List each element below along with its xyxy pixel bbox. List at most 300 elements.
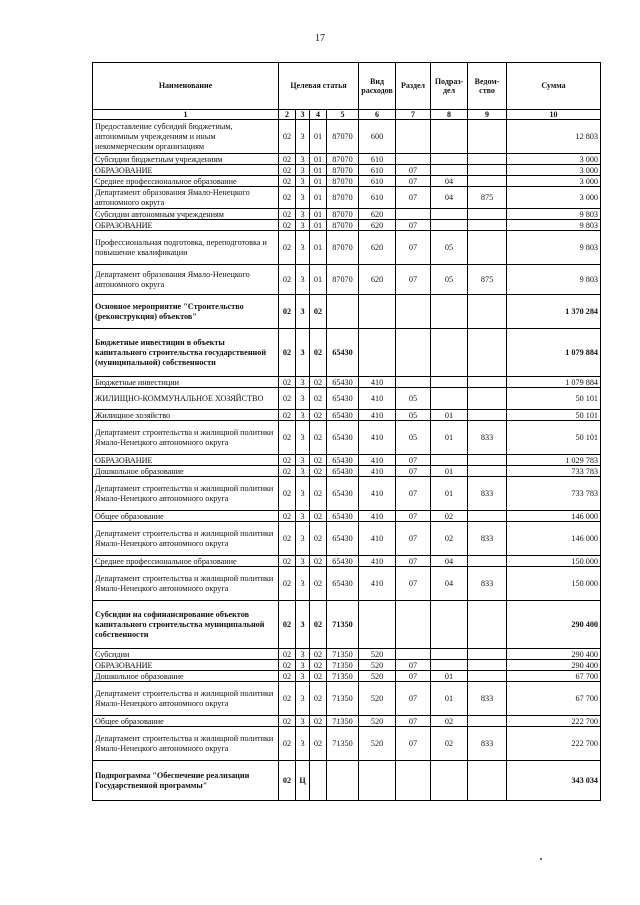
- cell-subsection: [431, 209, 468, 220]
- cell-sum: 146 000: [507, 511, 601, 522]
- cell-name: Бюджетные инвестиции в объекты капитального строительства государственной (муниципальной) собственности: [93, 329, 279, 377]
- cell-section: 07: [396, 477, 431, 511]
- cell-program: 02: [279, 567, 296, 601]
- table-row: [93, 556, 601, 567]
- cell-name: Субсидии: [93, 649, 279, 660]
- cell-name: Департамент образования Ямало-Ненецкого автономного округа: [93, 265, 279, 295]
- cell-event: 02: [310, 682, 327, 716]
- page-mark: [540, 858, 542, 860]
- cell-subsection: [431, 601, 468, 649]
- cell-event: 02: [310, 567, 327, 601]
- cell-sum: 9 803: [507, 231, 601, 265]
- cell-program: 02: [279, 220, 296, 231]
- cell-subsection: 01: [431, 671, 468, 682]
- cell-expense-type: 520: [359, 660, 396, 671]
- column-number: 6: [359, 110, 396, 120]
- cell-sum: 1 029 783: [507, 455, 601, 466]
- cell-direction: 87070: [327, 154, 359, 165]
- cell-expense-type: 410: [359, 377, 396, 388]
- cell-section: 05: [396, 388, 431, 410]
- cell-program: 02: [279, 511, 296, 522]
- cell-expense-type: 410: [359, 421, 396, 455]
- cell-program: 02: [279, 165, 296, 176]
- cell-department: 833: [468, 682, 507, 716]
- cell-expense-type: 410: [359, 455, 396, 466]
- cell-expense-type: 520: [359, 716, 396, 727]
- cell-sum: 9 803: [507, 265, 601, 295]
- cell-subsection: [431, 388, 468, 410]
- cell-department: 875: [468, 265, 507, 295]
- cell-section: 07: [396, 511, 431, 522]
- cell-subprogram: 3: [296, 716, 310, 727]
- cell-department: [468, 120, 507, 154]
- cell-event: 02: [310, 660, 327, 671]
- column-number: 1: [93, 110, 279, 120]
- table-row: [93, 567, 601, 601]
- cell-sum: 146 000: [507, 522, 601, 556]
- cell-subprogram: 3: [296, 421, 310, 455]
- cell-event: 02: [310, 649, 327, 660]
- table-row: [93, 660, 601, 671]
- cell-department: [468, 601, 507, 649]
- cell-department: [468, 455, 507, 466]
- cell-name: Дошкольное образование: [93, 466, 279, 477]
- cell-direction: 65430: [327, 522, 359, 556]
- cell-event: 02: [310, 601, 327, 649]
- cell-sum: 50 101: [507, 421, 601, 455]
- cell-section: [396, 154, 431, 165]
- cell-section: 07: [396, 671, 431, 682]
- cell-subsection: [431, 295, 468, 329]
- cell-sum: 733 783: [507, 477, 601, 511]
- cell-section: [396, 120, 431, 154]
- cell-subprogram: Ц: [296, 761, 310, 801]
- cell-section: [396, 377, 431, 388]
- column-number-row: [93, 110, 601, 120]
- table-row: [93, 209, 601, 220]
- cell-program: 02: [279, 187, 296, 209]
- cell-sum: 733 783: [507, 466, 601, 477]
- cell-department: 833: [468, 567, 507, 601]
- cell-name: ЖИЛИЩНО-КОММУНАЛЬНОЕ ХОЗЯЙСТВО: [93, 388, 279, 410]
- cell-direction: 65430: [327, 466, 359, 477]
- table-row: [93, 329, 601, 377]
- cell-department: 833: [468, 421, 507, 455]
- cell-sum: 50 101: [507, 388, 601, 410]
- cell-subprogram: 3: [296, 567, 310, 601]
- cell-subsection: 01: [431, 477, 468, 511]
- cell-department: [468, 220, 507, 231]
- cell-section: [396, 601, 431, 649]
- table-row: [93, 176, 601, 187]
- cell-direction: 87070: [327, 165, 359, 176]
- cell-program: 02: [279, 682, 296, 716]
- cell-direction: 65430: [327, 377, 359, 388]
- cell-direction: 87070: [327, 176, 359, 187]
- cell-event: 01: [310, 220, 327, 231]
- cell-expense-type: 520: [359, 671, 396, 682]
- cell-expense-type: [359, 295, 396, 329]
- column-number: 9: [468, 110, 507, 120]
- cell-name: Профессиональная подготовка, переподготовка и повышение квалификации: [93, 231, 279, 265]
- cell-expense-type: 410: [359, 511, 396, 522]
- table-row: [93, 187, 601, 209]
- cell-section: 07: [396, 682, 431, 716]
- cell-expense-type: [359, 601, 396, 649]
- cell-direction: 65430: [327, 421, 359, 455]
- cell-program: 02: [279, 477, 296, 511]
- cell-event: 01: [310, 265, 327, 295]
- table-row: [93, 522, 601, 556]
- table-row: [93, 671, 601, 682]
- cell-direction: 65430: [327, 511, 359, 522]
- cell-subsection: [431, 649, 468, 660]
- cell-program: 02: [279, 295, 296, 329]
- cell-subsection: [431, 761, 468, 801]
- cell-sum: 50 101: [507, 410, 601, 421]
- cell-expense-type: 610: [359, 165, 396, 176]
- cell-direction: 65430: [327, 477, 359, 511]
- cell-section: 05: [396, 421, 431, 455]
- cell-subsection: [431, 154, 468, 165]
- cell-direction: 71350: [327, 727, 359, 761]
- cell-name: Общее образование: [93, 511, 279, 522]
- cell-subprogram: 3: [296, 477, 310, 511]
- header-name: Наименование: [93, 63, 279, 110]
- cell-event: 02: [310, 377, 327, 388]
- cell-event: 02: [310, 522, 327, 556]
- cell-sum: 150 000: [507, 556, 601, 567]
- cell-name: Дошкольное образование: [93, 671, 279, 682]
- cell-sum: 1 370 284: [507, 295, 601, 329]
- cell-name: Департамент строительства и жилищной политики Ямало-Ненецкого автономного округа: [93, 727, 279, 761]
- cell-expense-type: 610: [359, 154, 396, 165]
- cell-name: Департамент строительства и жилищной политики Ямало-Ненецкого автономного округа: [93, 682, 279, 716]
- cell-program: 02: [279, 421, 296, 455]
- cell-department: [468, 466, 507, 477]
- cell-name: Среднее профессиональное образование: [93, 556, 279, 567]
- cell-subprogram: 3: [296, 220, 310, 231]
- table-row: [93, 682, 601, 716]
- cell-section: 07: [396, 187, 431, 209]
- cell-name: Субсидии автономным учреждениям: [93, 209, 279, 220]
- cell-sum: 67 700: [507, 671, 601, 682]
- cell-program: 02: [279, 410, 296, 421]
- cell-name: Субсидии на софинансирование объектов капитального строительства муниципальной собственности: [93, 601, 279, 649]
- cell-program: 02: [279, 649, 296, 660]
- cell-subsection: 01: [431, 410, 468, 421]
- table-row: [93, 477, 601, 511]
- table-row: [93, 466, 601, 477]
- cell-program: 02: [279, 120, 296, 154]
- cell-name: Жилищное хозяйство: [93, 410, 279, 421]
- cell-name: Субсидии бюджетным учреждениям: [93, 154, 279, 165]
- cell-department: [468, 154, 507, 165]
- cell-subprogram: 3: [296, 329, 310, 377]
- cell-subsection: [431, 220, 468, 231]
- cell-sum: 3 000: [507, 187, 601, 209]
- header-sum: Сумма: [507, 63, 601, 110]
- cell-department: [468, 209, 507, 220]
- cell-subprogram: 3: [296, 522, 310, 556]
- cell-section: 07: [396, 455, 431, 466]
- cell-subsection: 04: [431, 556, 468, 567]
- cell-program: 02: [279, 209, 296, 220]
- cell-section: [396, 649, 431, 660]
- cell-sum: 290 400: [507, 649, 601, 660]
- column-number: 4: [310, 110, 327, 120]
- cell-name: ОБРАЗОВАНИЕ: [93, 455, 279, 466]
- cell-expense-type: 410: [359, 522, 396, 556]
- cell-department: [468, 556, 507, 567]
- cell-expense-type: 410: [359, 388, 396, 410]
- cell-subprogram: 3: [296, 187, 310, 209]
- cell-section: [396, 329, 431, 377]
- header-target-article: Целевая статья: [279, 63, 359, 110]
- cell-name: ОБРАЗОВАНИЕ: [93, 220, 279, 231]
- cell-section: 05: [396, 410, 431, 421]
- cell-event: 01: [310, 209, 327, 220]
- cell-subsection: [431, 120, 468, 154]
- table-row: [93, 388, 601, 410]
- cell-program: 02: [279, 377, 296, 388]
- table-row: [93, 265, 601, 295]
- cell-event: 01: [310, 187, 327, 209]
- cell-department: [468, 377, 507, 388]
- cell-direction: 65430: [327, 410, 359, 421]
- cell-event: 02: [310, 556, 327, 567]
- cell-event: 01: [310, 120, 327, 154]
- budget-table: [92, 62, 601, 801]
- table-header-row: [93, 63, 601, 110]
- cell-program: 02: [279, 660, 296, 671]
- cell-subprogram: 3: [296, 410, 310, 421]
- cell-subsection: 02: [431, 511, 468, 522]
- cell-subsection: 02: [431, 716, 468, 727]
- cell-section: 07: [396, 220, 431, 231]
- cell-department: [468, 176, 507, 187]
- cell-department: [468, 295, 507, 329]
- cell-subsection: [431, 165, 468, 176]
- cell-department: [468, 388, 507, 410]
- cell-subsection: [431, 377, 468, 388]
- table-row: [93, 649, 601, 660]
- cell-subprogram: 3: [296, 727, 310, 761]
- cell-subsection: 01: [431, 421, 468, 455]
- cell-subprogram: 3: [296, 154, 310, 165]
- table-row: [93, 727, 601, 761]
- cell-sum: 222 700: [507, 716, 601, 727]
- cell-direction: 65430: [327, 567, 359, 601]
- cell-section: 07: [396, 522, 431, 556]
- cell-event: 02: [310, 388, 327, 410]
- cell-subprogram: 3: [296, 388, 310, 410]
- cell-department: [468, 716, 507, 727]
- cell-department: [468, 671, 507, 682]
- cell-program: 02: [279, 388, 296, 410]
- header-subsection: Подраз-дел: [431, 63, 468, 110]
- cell-program: 02: [279, 522, 296, 556]
- cell-subsection: 04: [431, 176, 468, 187]
- cell-event: 02: [310, 671, 327, 682]
- cell-sum: 150 000: [507, 567, 601, 601]
- cell-subprogram: 3: [296, 165, 310, 176]
- cell-event: 02: [310, 455, 327, 466]
- cell-direction: 87070: [327, 231, 359, 265]
- cell-sum: 9 803: [507, 209, 601, 220]
- cell-section: [396, 761, 431, 801]
- table-row: [93, 761, 601, 801]
- cell-name: ОБРАЗОВАНИЕ: [93, 660, 279, 671]
- cell-program: 02: [279, 265, 296, 295]
- cell-name: Департамент строительства и жилищной политики Ямало-Ненецкого автономного округа: [93, 421, 279, 455]
- cell-program: 02: [279, 466, 296, 477]
- cell-expense-type: 610: [359, 176, 396, 187]
- cell-section: 07: [396, 265, 431, 295]
- cell-program: 02: [279, 671, 296, 682]
- cell-program: 02: [279, 329, 296, 377]
- cell-direction: 65430: [327, 329, 359, 377]
- cell-expense-type: 410: [359, 410, 396, 421]
- cell-event: 01: [310, 165, 327, 176]
- cell-event: 02: [310, 410, 327, 421]
- table-row: [93, 455, 601, 466]
- table-row: [93, 165, 601, 176]
- cell-sum: 1 079 884: [507, 377, 601, 388]
- column-number: 3: [296, 110, 310, 120]
- table-row: [93, 421, 601, 455]
- cell-department: 875: [468, 187, 507, 209]
- cell-sum: 3 000: [507, 165, 601, 176]
- cell-subprogram: 3: [296, 601, 310, 649]
- table-row: [93, 601, 601, 649]
- cell-event: [310, 761, 327, 801]
- cell-subsection: 01: [431, 682, 468, 716]
- cell-direction: 87070: [327, 220, 359, 231]
- cell-subprogram: 3: [296, 671, 310, 682]
- cell-program: 02: [279, 716, 296, 727]
- cell-event: 02: [310, 716, 327, 727]
- cell-section: 07: [396, 727, 431, 761]
- table-row: [93, 410, 601, 421]
- column-number: 10: [507, 110, 601, 120]
- cell-department: [468, 660, 507, 671]
- cell-subsection: 04: [431, 567, 468, 601]
- cell-name: Общее образование: [93, 716, 279, 727]
- cell-sum: 290 400: [507, 660, 601, 671]
- cell-expense-type: [359, 761, 396, 801]
- cell-section: 07: [396, 466, 431, 477]
- cell-direction: 71350: [327, 682, 359, 716]
- cell-expense-type: 410: [359, 477, 396, 511]
- cell-sum: 343 034: [507, 761, 601, 801]
- cell-subprogram: 3: [296, 466, 310, 477]
- cell-program: 02: [279, 601, 296, 649]
- cell-subprogram: 3: [296, 660, 310, 671]
- header-expense-type: Вид расходов: [359, 63, 396, 110]
- cell-name: Бюджетные инвестиции: [93, 377, 279, 388]
- cell-department: [468, 761, 507, 801]
- cell-subsection: 04: [431, 187, 468, 209]
- cell-department: [468, 649, 507, 660]
- cell-program: 02: [279, 727, 296, 761]
- table-row: [93, 220, 601, 231]
- cell-sum: 9 803: [507, 220, 601, 231]
- cell-event: 02: [310, 329, 327, 377]
- cell-subprogram: 3: [296, 511, 310, 522]
- cell-subsection: 02: [431, 522, 468, 556]
- cell-direction: 65430: [327, 556, 359, 567]
- table-row: [93, 716, 601, 727]
- cell-name: Среднее профессиональное образование: [93, 176, 279, 187]
- cell-subprogram: 3: [296, 120, 310, 154]
- cell-section: 07: [396, 165, 431, 176]
- column-number: 5: [327, 110, 359, 120]
- cell-expense-type: 620: [359, 231, 396, 265]
- cell-section: 07: [396, 567, 431, 601]
- cell-direction: [327, 761, 359, 801]
- cell-expense-type: 410: [359, 567, 396, 601]
- cell-subprogram: 3: [296, 209, 310, 220]
- cell-subprogram: 3: [296, 649, 310, 660]
- cell-program: 02: [279, 761, 296, 801]
- cell-expense-type: 610: [359, 187, 396, 209]
- cell-event: 02: [310, 295, 327, 329]
- cell-direction: 71350: [327, 716, 359, 727]
- cell-sum: 222 700: [507, 727, 601, 761]
- column-number: 8: [431, 110, 468, 120]
- table-row: [93, 154, 601, 165]
- cell-sum: 12 803: [507, 120, 601, 154]
- cell-event: 02: [310, 511, 327, 522]
- cell-direction: 87070: [327, 120, 359, 154]
- cell-section: 07: [396, 556, 431, 567]
- cell-subsection: 01: [431, 466, 468, 477]
- cell-direction: 65430: [327, 388, 359, 410]
- cell-sum: 1 079 884: [507, 329, 601, 377]
- column-number: 7: [396, 110, 431, 120]
- cell-direction: 87070: [327, 265, 359, 295]
- table-body: [93, 120, 601, 801]
- cell-direction: 71350: [327, 671, 359, 682]
- cell-name: Предоставление субсидий бюджетным, автономным учреждениям и иным некоммерческим организациям: [93, 120, 279, 154]
- cell-subprogram: 3: [296, 295, 310, 329]
- cell-event: 02: [310, 421, 327, 455]
- header-section: Раздел: [396, 63, 431, 110]
- cell-section: 07: [396, 716, 431, 727]
- cell-subprogram: 3: [296, 455, 310, 466]
- column-number: 2: [279, 110, 296, 120]
- cell-program: 02: [279, 154, 296, 165]
- cell-department: [468, 165, 507, 176]
- cell-subsection: 05: [431, 231, 468, 265]
- cell-expense-type: 520: [359, 727, 396, 761]
- cell-subprogram: 3: [296, 265, 310, 295]
- cell-expense-type: 520: [359, 649, 396, 660]
- table-row: [93, 511, 601, 522]
- cell-name: Департамент строительства и жилищной политики Ямало-Ненецкого автономного округа: [93, 522, 279, 556]
- table-row: [93, 231, 601, 265]
- cell-department: 833: [468, 727, 507, 761]
- table-row: [93, 377, 601, 388]
- cell-direction: 71350: [327, 649, 359, 660]
- cell-subprogram: 3: [296, 377, 310, 388]
- cell-expense-type: 520: [359, 682, 396, 716]
- table-row: [93, 120, 601, 154]
- cell-name: Департамент образования Ямало-Ненецкого автономного округа: [93, 187, 279, 209]
- cell-expense-type: [359, 329, 396, 377]
- cell-expense-type: 620: [359, 209, 396, 220]
